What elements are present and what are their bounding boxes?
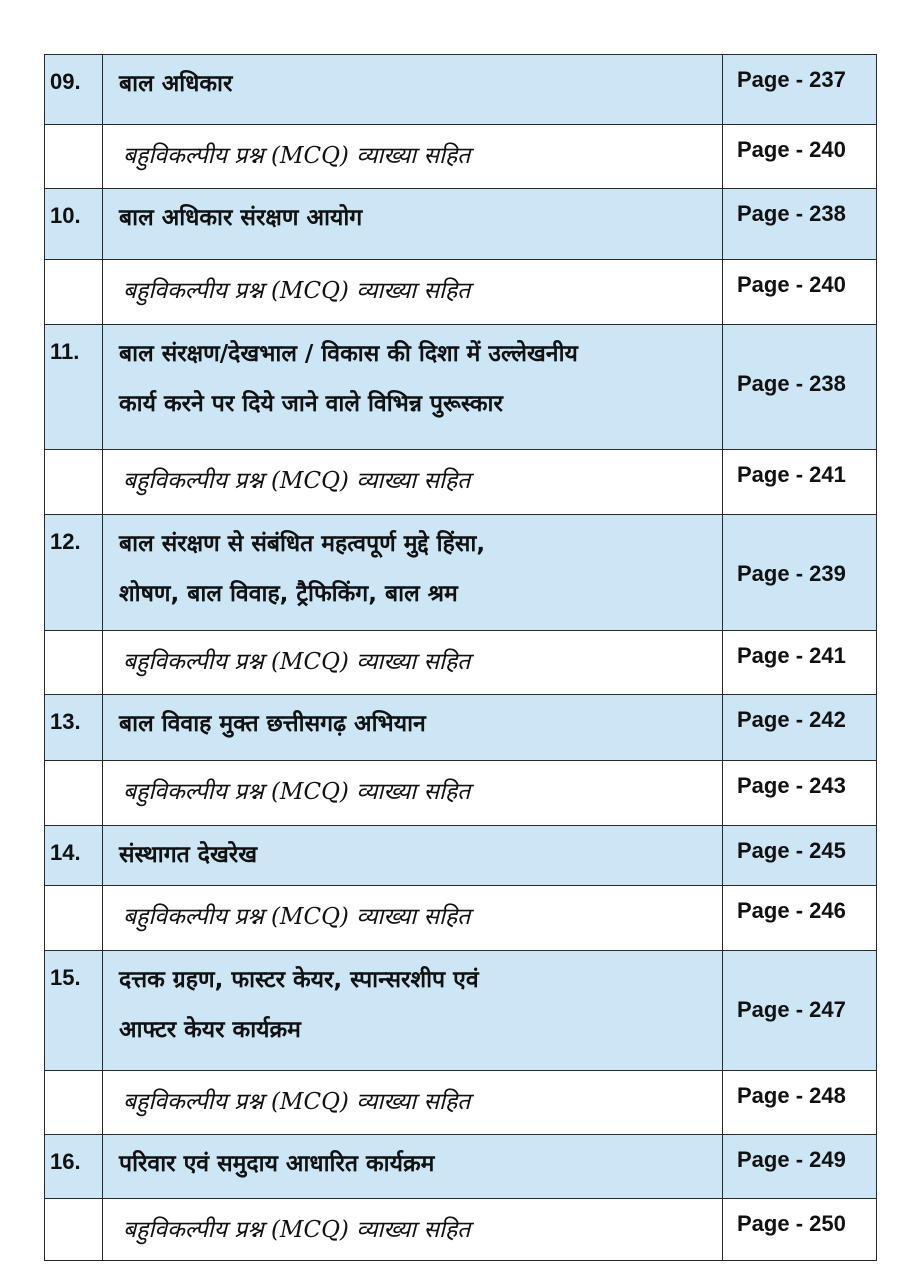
page-reference: Page - 245: [737, 838, 846, 863]
chapter-number: [45, 886, 102, 900]
page-reference: Page - 238: [737, 201, 846, 226]
mcq-row: [45, 886, 877, 951]
chapter-number: 14.: [50, 840, 81, 865]
mcq-title: बहुविकल्पीय प्रश्न (MCQ) व्याख्या सहित: [123, 904, 471, 930]
mcq-row: [45, 1071, 877, 1135]
page-reference: Page - 238: [737, 371, 846, 396]
chapter-title: बाल अधिकार: [119, 71, 233, 97]
topic-row: [45, 1135, 877, 1199]
mcq-title: बहुविकल्पीय प्रश्न (MCQ) व्याख्या सहित: [123, 779, 471, 805]
page-reference: Page - 239: [737, 561, 846, 586]
mcq-title: बहुविकल्पीय प्रश्न (MCQ) व्याख्या सहित: [123, 649, 471, 675]
page-reference: Page - 242: [737, 707, 846, 732]
chapter-number: [45, 1071, 102, 1085]
page-reference: Page - 240: [737, 272, 846, 297]
page-reference: Page - 247: [737, 997, 846, 1022]
page-reference: Page - 249: [737, 1147, 846, 1172]
mcq-row: [45, 260, 877, 325]
mcq-row: [45, 761, 877, 826]
page-reference: Page - 237: [737, 67, 846, 92]
chapter-number: [45, 260, 102, 274]
page-reference: Page - 241: [737, 462, 846, 487]
chapter-title: परिवार एवं समुदाय आधारित कार्यक्रम: [119, 1151, 435, 1177]
topic-row: [45, 515, 877, 631]
page-reference: Page - 246: [737, 898, 846, 923]
table-of-contents: [44, 54, 877, 1261]
chapter-title: बाल संरक्षण से संबंधित महत्वपूर्ण मुद्दे हिंसा, शोषण, बाल विवाह, ट्रैफिकिंग, बाल श्रम: [119, 531, 486, 607]
chapter-number: 15.: [50, 965, 81, 990]
chapter-number: [45, 450, 102, 464]
mcq-title: बहुविकल्पीय प्रश्न (MCQ) व्याख्या सहित: [123, 468, 471, 494]
topic-row: [45, 325, 877, 450]
page-reference: Page - 240: [737, 137, 846, 162]
mcq-row: [45, 125, 877, 189]
topic-row: [45, 826, 877, 886]
chapter-number: [45, 631, 102, 645]
page-reference: Page - 250: [737, 1211, 846, 1236]
chapter-title: बाल संरक्षण/देखभाल / विकास की दिशा में उल्लेखनीय कार्य करने पर दिये जाने वाले विभिन्न पुरूस्कार: [119, 341, 578, 417]
chapter-number: 09.: [50, 69, 81, 94]
mcq-title: बहुविकल्पीय प्रश्न (MCQ) व्याख्या सहित: [123, 1089, 471, 1115]
chapter-title: बाल विवाह मुक्त छत्तीसगढ़ अभियान: [119, 711, 426, 737]
chapter-title: दत्तक ग्रहण, फास्टर केयर, स्पान्सरशीप एवं आफ्टर केयर कार्यक्रम: [119, 967, 479, 1043]
mcq-title: बहुविकल्पीय प्रश्न (MCQ) व्याख्या सहित: [123, 278, 471, 304]
topic-row: [45, 55, 877, 125]
chapter-number: [45, 761, 102, 775]
chapter-number: 10.: [50, 203, 81, 228]
topic-row: [45, 695, 877, 761]
topic-row: [45, 951, 877, 1071]
mcq-title: बहुविकल्पीय प्रश्न (MCQ) व्याख्या सहित: [123, 1217, 471, 1243]
mcq-row: [45, 1199, 877, 1261]
mcq-title: बहुविकल्पीय प्रश्न (MCQ) व्याख्या सहित: [123, 143, 471, 169]
chapter-number: 16.: [50, 1149, 81, 1174]
topic-row: [45, 189, 877, 260]
page-reference: Page - 248: [737, 1083, 846, 1108]
chapter-number: [45, 1199, 102, 1213]
mcq-row: [45, 631, 877, 695]
page-reference: Page - 241: [737, 643, 846, 668]
chapter-number: 12.: [50, 529, 81, 554]
page-reference: Page - 243: [737, 773, 846, 798]
chapter-number: 13.: [50, 709, 81, 734]
chapter-number: [45, 125, 102, 139]
chapter-title: बाल अधिकार संरक्षण आयोग: [119, 205, 363, 231]
chapter-title: संस्थागत देखरेख: [119, 842, 258, 868]
mcq-row: [45, 450, 877, 515]
chapter-number: 11.: [50, 339, 80, 364]
